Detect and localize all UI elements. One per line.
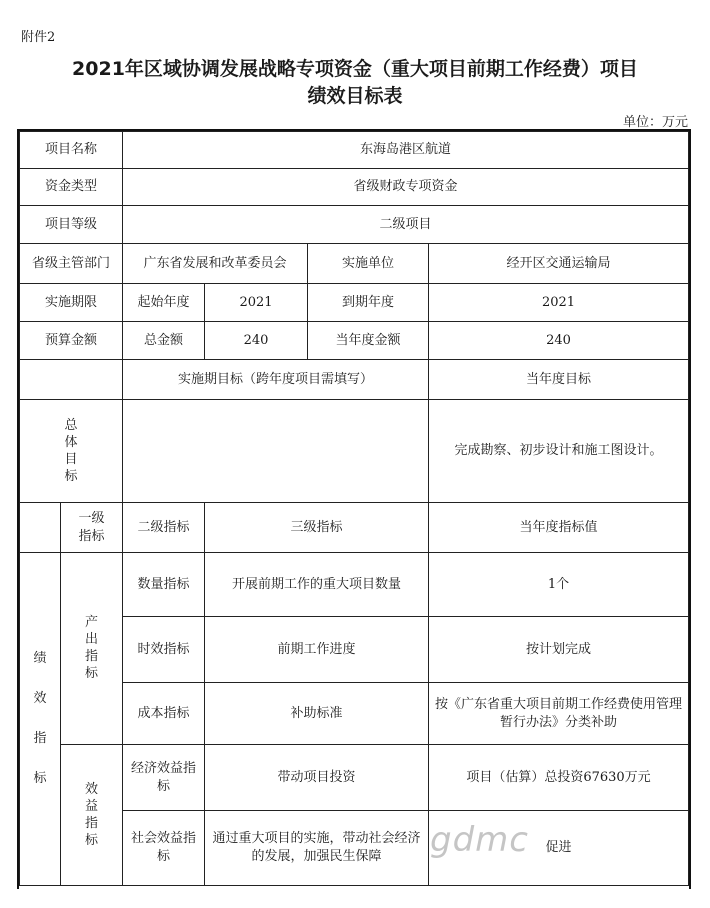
budget-label: 预算金额: [20, 322, 123, 360]
row2-level3: 前期工作进度: [205, 617, 429, 683]
row5-level2: 社会效益指标: [123, 811, 205, 886]
level3-header: 三级指标: [205, 503, 429, 553]
table-row: [20, 206, 689, 244]
project-level-label: 项目等级: [20, 206, 123, 244]
fund-type-label: 资金类型: [20, 169, 123, 206]
total-value: 240: [205, 322, 308, 360]
end-year-value: 2021: [429, 284, 689, 322]
overall-impl-target: [123, 400, 429, 503]
current-year-amount-value: 240: [429, 322, 689, 360]
performance-table: [19, 131, 689, 886]
start-year-value: 2021: [205, 284, 308, 322]
benefit-label: 效益指标: [84, 781, 98, 848]
row1-level2: 数量指标: [123, 553, 205, 617]
row5-level3: 通过重大项目的实施，带动社会经济的发展，加强民生保障: [205, 811, 429, 886]
project-name-label: 项目名称: [20, 132, 123, 169]
period-label: 实施期限: [20, 284, 123, 322]
level1-header-text: 一级指标: [78, 510, 105, 544]
fund-type-value: 省级财政专项资金: [123, 169, 689, 206]
unit-label: 单位：万元: [622, 115, 688, 130]
current-target-label: 当年度目标: [429, 360, 689, 400]
table-row: [20, 553, 689, 617]
overall-current-target: 完成勘察、初步设计和施工图设计。: [429, 400, 689, 503]
project-level-value: 二级项目: [123, 206, 689, 244]
dept-label: 省级主管部门: [20, 244, 123, 284]
overall-target-label: [20, 400, 123, 503]
table-row: [20, 400, 689, 503]
row2-value: 按计划完成: [429, 617, 689, 683]
overall-target-text: 总体目标: [64, 417, 78, 484]
document-title: 2021年区域协调发展战略专项资金（重大项目前期工作经费）项目: [72, 58, 638, 80]
level2-header: 二级指标: [123, 503, 205, 553]
impl-unit-value: 经开区交通运输局: [429, 244, 689, 284]
table-row: [20, 132, 689, 169]
row5-value: 促进: [429, 811, 689, 886]
current-year-amount-label: 当年度金额: [308, 322, 429, 360]
watermark: gdmc: [430, 820, 529, 860]
row4-level3: 带动项目投资: [205, 745, 429, 811]
row3-level3: 补助标准: [205, 683, 429, 745]
benefit-label-cell: [61, 745, 123, 886]
total-label: 总金额: [123, 322, 205, 360]
row4-level2: 经济效益指标: [123, 745, 205, 811]
dept-value: 广东省发展和改革委员会: [123, 244, 308, 284]
start-year-label: 起始年度: [123, 284, 205, 322]
document-title-line2: 绩效目标表: [307, 85, 403, 107]
row1-value: 1个: [429, 553, 689, 617]
perf-label-cell: [20, 553, 61, 886]
table-row: [20, 322, 689, 360]
attachment-label: 附件2: [21, 30, 56, 45]
impl-target-label: 实施期目标（跨年度项目需填写）: [123, 360, 429, 400]
table-row: [20, 244, 689, 284]
impl-unit-label: 实施单位: [308, 244, 429, 284]
perf-label: 绩效指标: [33, 651, 47, 786]
row4-value: 项目（估算）总投资67630万元: [429, 745, 689, 811]
table-row: [20, 360, 689, 400]
target-header-blank: [20, 360, 123, 400]
output-label: 产出指标: [84, 615, 98, 681]
table-row: [20, 745, 689, 811]
row3-level2: 成本指标: [123, 683, 205, 745]
end-year-label: 到期年度: [308, 284, 429, 322]
level1-header: [61, 503, 123, 553]
row2-level2: 时效指标: [123, 617, 205, 683]
table-row: [20, 284, 689, 322]
row3-value: 按《广东省重大项目前期工作经费使用管理暂行办法》分类补助: [429, 683, 689, 745]
table-row: [20, 169, 689, 206]
value-header: 当年度指标值: [429, 503, 689, 553]
row1-level3: 开展前期工作的重大项目数量: [205, 553, 429, 617]
project-name-value: 东海岛港区航道: [123, 132, 689, 169]
perf-header-blank: [20, 503, 61, 553]
table-row: [20, 503, 689, 553]
output-label-cell: [61, 553, 123, 745]
